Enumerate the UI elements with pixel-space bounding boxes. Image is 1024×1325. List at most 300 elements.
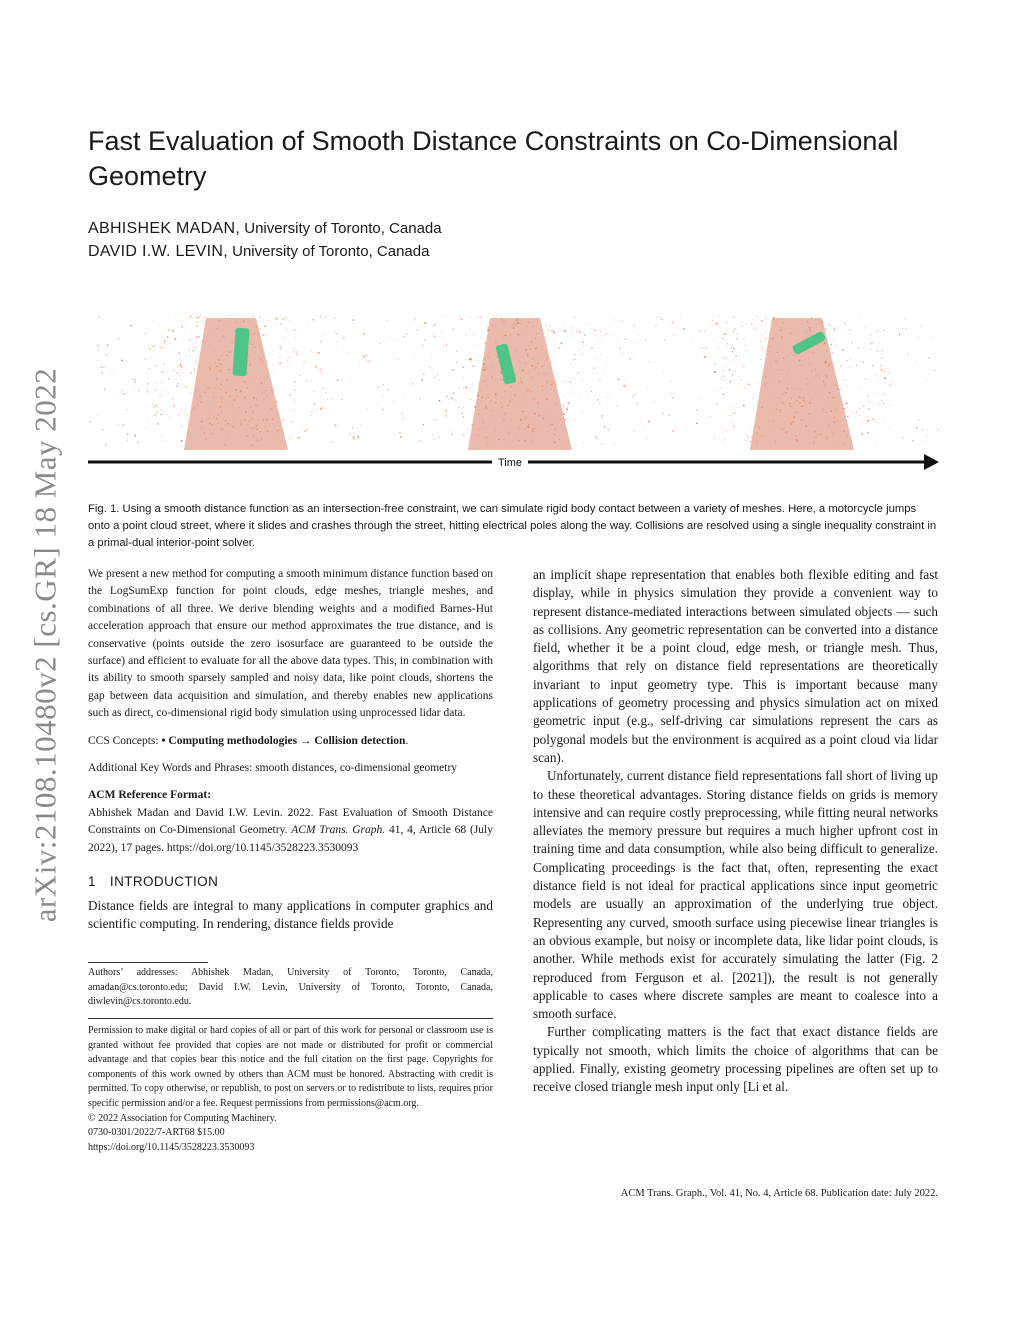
point (311, 415, 312, 416)
point (868, 396, 869, 397)
point (813, 443, 814, 444)
point (861, 315, 862, 316)
point (508, 434, 509, 435)
point (829, 365, 830, 366)
point (699, 397, 700, 398)
point (315, 366, 317, 368)
point (403, 397, 404, 398)
footnote-rule (88, 962, 208, 963)
point (433, 318, 434, 319)
point (311, 405, 312, 406)
point (252, 344, 253, 345)
point (98, 317, 99, 318)
point (263, 356, 264, 357)
point (885, 378, 886, 379)
point (865, 379, 866, 380)
point (803, 400, 804, 401)
point (487, 438, 488, 439)
point (485, 358, 486, 359)
point (181, 366, 183, 368)
point (637, 403, 638, 404)
point (180, 374, 181, 375)
point (723, 357, 724, 358)
point (791, 423, 793, 425)
point (554, 442, 555, 443)
point (258, 345, 259, 346)
point (148, 368, 149, 369)
point (366, 355, 367, 356)
point (161, 396, 162, 397)
point (700, 331, 701, 332)
point (164, 343, 165, 344)
point (541, 416, 542, 417)
point (325, 392, 326, 393)
point (321, 315, 322, 316)
point (293, 351, 294, 352)
point (326, 348, 327, 349)
point (227, 380, 229, 382)
point (512, 389, 513, 390)
point (165, 391, 166, 392)
point (819, 377, 820, 378)
point (184, 379, 185, 380)
point (803, 397, 804, 398)
point (595, 386, 596, 387)
point (570, 381, 571, 382)
point (304, 361, 305, 362)
point (212, 388, 213, 389)
point (776, 409, 777, 410)
point (192, 408, 193, 409)
point (201, 421, 203, 423)
point (222, 341, 223, 342)
point (623, 385, 625, 387)
point (401, 413, 402, 414)
point (279, 430, 280, 431)
point (726, 322, 727, 323)
point (769, 399, 770, 400)
point (820, 434, 821, 435)
point (161, 392, 162, 393)
point (659, 317, 660, 318)
point (783, 322, 784, 323)
point (599, 403, 600, 404)
point (520, 323, 521, 324)
point (648, 362, 649, 363)
point (271, 408, 272, 409)
point (316, 409, 317, 410)
point (155, 390, 156, 391)
point (741, 380, 742, 381)
point (363, 356, 365, 358)
point (400, 436, 402, 438)
copyright-text: © 2022 Association for Computing Machinery. (88, 1112, 277, 1124)
point (829, 392, 830, 393)
author-2-affiliation: University of Toronto, Canada (227, 243, 430, 260)
point (731, 347, 732, 348)
point (253, 436, 254, 437)
point (761, 407, 762, 408)
point (226, 391, 227, 392)
point (162, 354, 163, 355)
point (564, 396, 565, 397)
point (572, 379, 573, 380)
point (279, 346, 280, 347)
point (563, 406, 564, 407)
point-cloud-panel (373, 315, 657, 450)
point (124, 393, 126, 395)
point (568, 403, 570, 405)
point (833, 422, 835, 424)
point (816, 349, 817, 350)
point (266, 369, 267, 370)
point (550, 424, 551, 425)
point (704, 356, 705, 357)
point (480, 317, 481, 318)
point (97, 345, 99, 347)
point (774, 380, 775, 381)
point (526, 353, 528, 355)
point (470, 317, 471, 318)
point (529, 354, 530, 355)
point (768, 373, 769, 374)
point (260, 359, 261, 360)
point (209, 367, 210, 368)
point (920, 325, 921, 326)
point (261, 352, 262, 353)
point (844, 379, 845, 380)
point (835, 345, 836, 346)
point (120, 410, 121, 411)
point (471, 359, 472, 360)
point (933, 353, 934, 354)
point (289, 357, 290, 358)
point (492, 436, 493, 437)
point (352, 319, 354, 321)
point (153, 346, 154, 347)
point (829, 364, 830, 365)
point (685, 429, 686, 430)
point (442, 386, 443, 387)
point (263, 322, 264, 323)
point (883, 394, 884, 395)
point (335, 332, 336, 333)
point (842, 349, 844, 351)
point (480, 391, 481, 392)
point (102, 429, 104, 431)
point (573, 359, 574, 360)
point (461, 413, 462, 414)
point (263, 420, 264, 421)
point (560, 444, 561, 445)
point (468, 429, 469, 430)
point (532, 435, 533, 436)
point (283, 419, 285, 421)
point (261, 392, 262, 393)
point (817, 324, 818, 325)
point (149, 357, 150, 358)
point (331, 441, 332, 442)
point (926, 401, 927, 402)
point (582, 342, 584, 344)
point (146, 428, 147, 429)
point (398, 376, 399, 377)
point (218, 359, 219, 360)
point (872, 342, 873, 343)
point (423, 424, 424, 425)
point (765, 376, 766, 377)
point (161, 436, 162, 437)
point (514, 395, 516, 397)
point (504, 390, 506, 392)
abstract: We present a new method for computing a smooth minimum distance function based on the LogSumExp function for point clouds, edge meshes, triangle meshes, and combinations of all three. We derive blending weights and a modified Barnes-Hut acceleration approach that ensure our method approximates the true distance, and is conservative (points outside the zero isosurface are guaranteed to be outside the surface) and efficient to evaluate for all the above data types. This, in combination with its ability to smooth sparsely sampled and noisy data, like point clouds, shortens the gap between data acquisition and simulation, and thereby enables new applications such as direct, co-dimensional rigid body simulation using unprocessed lidar data. (88, 568, 493, 720)
point (531, 376, 532, 377)
point (760, 326, 761, 327)
point (809, 413, 810, 414)
point (249, 321, 250, 322)
point (837, 388, 838, 389)
point (252, 315, 253, 316)
point (266, 335, 267, 336)
point (227, 318, 228, 319)
point (177, 372, 179, 374)
point (921, 426, 922, 427)
point (808, 358, 809, 359)
point (240, 390, 242, 392)
point (672, 322, 673, 323)
point (261, 376, 262, 377)
point (858, 409, 859, 410)
point (734, 413, 735, 414)
point (639, 439, 640, 440)
point (168, 378, 170, 380)
point (617, 405, 618, 406)
point (474, 334, 475, 335)
point (717, 390, 718, 391)
point (551, 330, 552, 331)
point (807, 321, 808, 322)
point (556, 372, 558, 374)
point (284, 337, 285, 338)
point (814, 429, 815, 430)
point (551, 414, 552, 415)
arxiv-stamp-text: arXiv:2108.10480v2 [cs.GR] 18 May 2022 (27, 367, 62, 923)
point (800, 319, 801, 320)
point (163, 363, 164, 364)
point (261, 383, 262, 384)
point (564, 381, 565, 382)
point (779, 415, 780, 416)
point (729, 369, 730, 370)
point (210, 408, 211, 409)
point (533, 429, 534, 430)
point (799, 403, 800, 404)
point (819, 329, 820, 330)
point (564, 324, 565, 325)
point (456, 351, 457, 352)
point (549, 325, 550, 326)
point (486, 408, 487, 409)
point (826, 412, 827, 413)
point (825, 361, 827, 363)
point (889, 428, 890, 429)
point (487, 355, 488, 356)
point (490, 338, 491, 339)
point (766, 387, 767, 388)
point (270, 345, 271, 346)
point (220, 364, 221, 365)
point (147, 383, 148, 384)
point (469, 359, 471, 361)
point (705, 348, 706, 349)
point (463, 407, 464, 408)
point (164, 341, 165, 342)
point (196, 342, 197, 343)
point (917, 374, 918, 375)
permission-block (88, 1024, 493, 1155)
point (259, 321, 260, 322)
point (156, 366, 157, 367)
point (856, 365, 857, 366)
point (463, 434, 464, 435)
point (422, 432, 423, 433)
point (277, 430, 279, 432)
point (902, 328, 903, 329)
point (829, 419, 830, 420)
point (723, 370, 724, 371)
point (477, 435, 479, 437)
point (881, 358, 882, 359)
point (160, 347, 161, 348)
point (217, 389, 218, 390)
point (490, 354, 491, 355)
point (538, 360, 539, 361)
point (555, 429, 557, 431)
point (491, 440, 492, 441)
point (487, 326, 489, 328)
point (764, 332, 765, 333)
point (746, 441, 747, 442)
point (398, 359, 399, 360)
point (204, 432, 205, 433)
point (406, 334, 407, 335)
point (506, 335, 507, 336)
body-paragraph-1: an implicit shape representation that enables both flexible editing and fast display, while in physics simulation they provide a convenient way to represent distance-mediated interactions between simulated objects — such as collisions. Any geometric representation can be converted into a distance field, whether it be a point cloud, edge mesh, or triangle mesh. Thus, algorithms that rely on distance field representations are theoretically invariant to input geometry type. This is important because many applications of geometry processing and physics simulation act on mixed geometric input (e.g., self-driving car simulations represent the cars as polygonal models but the environment is acquired as a point cloud via lidar scan). (533, 567, 938, 765)
point (543, 365, 544, 366)
point (852, 444, 853, 445)
point (844, 323, 845, 324)
point (320, 369, 321, 370)
point (771, 338, 772, 339)
point (331, 398, 332, 399)
point (581, 380, 582, 381)
point (260, 328, 261, 329)
point (107, 347, 108, 348)
point (878, 347, 879, 348)
point (721, 434, 722, 435)
point (379, 343, 380, 344)
point (517, 405, 518, 406)
point (926, 380, 927, 381)
point (563, 368, 564, 369)
point (485, 342, 486, 343)
point (423, 373, 424, 374)
point (383, 395, 384, 396)
point (412, 383, 413, 384)
point (830, 334, 831, 335)
point (353, 437, 355, 439)
point (294, 330, 295, 331)
point (770, 356, 771, 357)
point (525, 440, 526, 441)
body-paragraph-3: Further complicating matters is the fact that exact distance fields are typically not smooth, which limits the choice of algorithms that can be applied. Finally, existing geometry processing pipelines are often set up to receive closed triangle mesh input only [Li et al. (533, 1024, 938, 1095)
point (870, 343, 871, 344)
point (490, 401, 491, 402)
acm-ref-text (88, 805, 493, 857)
point (246, 435, 247, 436)
point (494, 318, 495, 319)
point (509, 425, 510, 426)
point (548, 329, 549, 330)
point (439, 437, 440, 438)
point (307, 380, 309, 382)
point (775, 360, 776, 361)
point (782, 369, 783, 370)
point (141, 405, 142, 406)
point (809, 363, 810, 364)
point (775, 441, 776, 442)
point (211, 433, 212, 434)
point (574, 316, 575, 317)
point (760, 341, 761, 342)
point (276, 401, 278, 403)
point (813, 442, 814, 443)
point (783, 394, 784, 395)
point (611, 398, 612, 399)
point (572, 317, 573, 318)
point (298, 437, 300, 439)
point (589, 350, 590, 351)
point (429, 366, 430, 367)
point (554, 331, 556, 333)
point (865, 418, 866, 419)
point (831, 363, 832, 364)
point (434, 336, 435, 337)
point (823, 409, 824, 410)
point (574, 357, 575, 358)
point (636, 430, 637, 431)
point (236, 396, 237, 397)
point (250, 376, 251, 377)
point (791, 398, 792, 399)
point (834, 340, 835, 341)
point (537, 403, 539, 405)
point (503, 419, 504, 420)
point (235, 412, 236, 413)
point (239, 407, 240, 408)
point (521, 434, 522, 435)
point (221, 389, 222, 390)
point (477, 317, 478, 318)
point (481, 356, 482, 357)
point (127, 409, 128, 410)
point (507, 405, 509, 407)
point (182, 369, 183, 370)
point (702, 347, 703, 348)
point (358, 436, 360, 438)
point (795, 436, 796, 437)
point (844, 408, 845, 409)
